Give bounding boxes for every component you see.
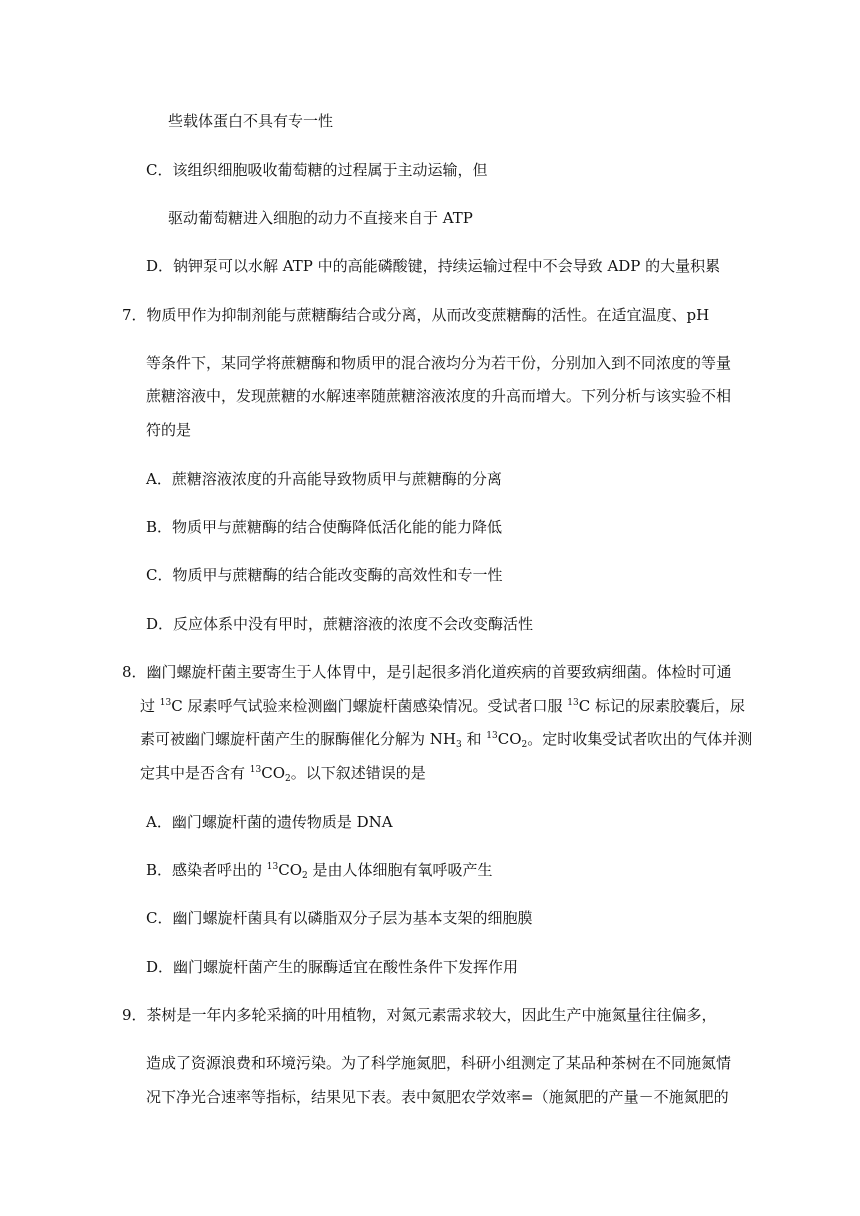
q7-option-b: B．物质甲与蔗糖酶的结合使酶降低活化能的能力降低 — [146, 518, 503, 536]
q9-stem-line2: 造成了资源浪费和环境污染。为了科学施氮肥，科研小组测定了某品种茶树在不同施氮情 — [146, 1054, 732, 1072]
q8-option-b: B．感染者呼出的 $^{13}CO_2$ 是由人体细胞有氧呼吸产生 — [146, 861, 493, 881]
q8-option-a: A．幽门螺旋杆菌的遗传物质是 DNA — [146, 813, 393, 831]
q8-stem-line4: 定其中是否含有 $^{13}CO_2$。以下叙述错误的是 — [140, 764, 426, 784]
q7-option-a: A．蔗糖溶液浓度的升高能导致物质甲与蔗糖酶的分离 — [146, 470, 502, 488]
q7-stem-line4: 符的是 — [146, 421, 192, 439]
q7-stem-line1: 7．物质甲作为抑制剂能与蔗糖酶结合或分离，从而改变蔗糖酶的活性。在适宜温度、pH — [122, 306, 710, 324]
q6-option-c-line2: 驱动葡萄糖进入细胞的动力不直接来自于 ATP — [168, 209, 473, 227]
q6-option-c-line1: C．该组织细胞吸收葡萄糖的过程属于主动运输，但 — [146, 161, 488, 179]
q7-stem-line3: 蔗糖溶液中，发现蔗糖的水解速率随蔗糖溶液浓度的升高而增大。下列分析与该实验不相 — [146, 387, 732, 405]
q8-option-c: C．幽门螺旋杆菌具有以磷脂双分子层为基本支架的细胞膜 — [146, 909, 533, 927]
q8-stem-line2: 过 $^{13}$C 尿素呼气试验来检测幽门螺旋杆菌感染情况。受试者口服 $^{13}$C 标记的尿素胶囊后，尿 — [140, 697, 745, 715]
q6-option-b-continuation: 些载体蛋白不具有专一性 — [168, 112, 334, 130]
q8-stem-line1: 8．幽门螺旋杆菌主要寄生于人体胃中，是引起很多消化道疾病的首要致病细菌。体检时可通 — [122, 663, 732, 681]
q6-option-d: D．钠钾泵可以水解 ATP 中的高能磷酸键，持续运输过程中不会导致 ADP 的大量积累 — [146, 257, 721, 275]
q8-stem-line3: 素可被幽门螺旋杆菌产生的脲酶催化分解为 $NH_3$ 和 $^{13}CO_2$。定时收集受试者吹出的气体并测 — [140, 730, 753, 750]
q9-stem-line1: 9．茶树是一年内多轮采摘的叶用植物，对氮元素需求较大，因此生产中施氮量往往偏多， — [122, 1006, 717, 1024]
q7-stem-line2: 等条件下，某同学将蔗糖酶和物质甲的混合液均分为若干份，分别加入到不同浓度的等量 — [146, 354, 732, 372]
q7-option-d: D．反应体系中没有甲时，蔗糖溶液的浓度不会改变酶活性 — [146, 615, 534, 633]
q9-stem-line3: 况下净光合速率等指标，结果见下表。表中氮肥农学效率=（施氮肥的产量－不施氮肥的 — [146, 1088, 729, 1106]
q7-option-c: C．物质甲与蔗糖酶的结合能改变酶的高效性和专一性 — [146, 566, 503, 584]
q8-option-d: D．幽门螺旋杆菌产生的脲酶适宜在酸性条件下发挥作用 — [146, 958, 519, 976]
